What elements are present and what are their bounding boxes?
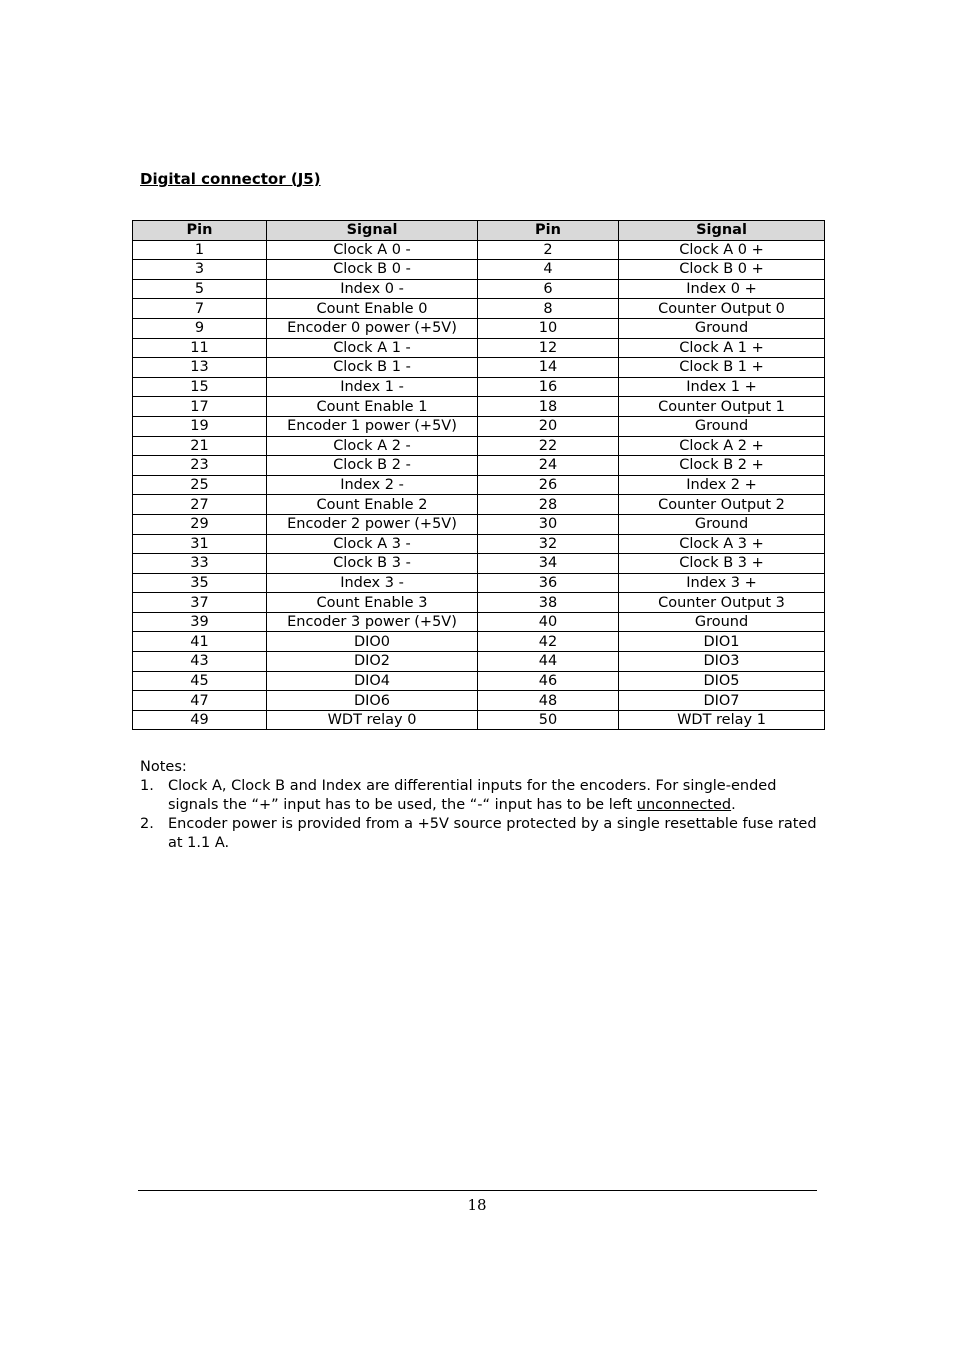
cell-signal-right: Clock B 3 + xyxy=(619,554,825,574)
cell-signal-left: DIO0 xyxy=(267,632,478,652)
cell-signal-left: DIO4 xyxy=(267,671,478,691)
table-row xyxy=(133,318,825,338)
cell-signal-right: Clock A 1 + xyxy=(619,338,825,358)
cell-pin-left: 43 xyxy=(133,652,267,672)
cell-pin-left: 49 xyxy=(133,710,267,730)
header-signal-right: Signal xyxy=(619,221,825,241)
header-pin-right: Pin xyxy=(478,221,619,241)
cell-pin-left: 11 xyxy=(133,338,267,358)
note-number: 1. xyxy=(140,778,154,794)
header-signal-left: Signal xyxy=(267,221,478,241)
cell-signal-left: Clock B 2 - xyxy=(267,456,478,476)
header-pin-left: Pin xyxy=(133,221,267,241)
cell-signal-left: Encoder 2 power (+5V) xyxy=(267,514,478,534)
cell-pin-left: 19 xyxy=(133,416,267,436)
cell-pin-right: 18 xyxy=(478,397,619,417)
notes-section xyxy=(140,758,830,853)
cell-pin-right: 26 xyxy=(478,475,619,495)
cell-pin-right: 34 xyxy=(478,554,619,574)
cell-signal-right: Index 2 + xyxy=(619,475,825,495)
cell-pin-right: 32 xyxy=(478,534,619,554)
cell-signal-left: Clock B 0 - xyxy=(267,260,478,280)
cell-signal-right: Index 0 + xyxy=(619,279,825,299)
cell-pin-left: 25 xyxy=(133,475,267,495)
cell-signal-right: Ground xyxy=(619,318,825,338)
table-row xyxy=(133,593,825,613)
cell-signal-left: Encoder 0 power (+5V) xyxy=(267,318,478,338)
table-row xyxy=(133,436,825,456)
cell-signal-left: Count Enable 1 xyxy=(267,397,478,417)
cell-pin-right: 16 xyxy=(478,377,619,397)
table-row xyxy=(133,240,825,260)
cell-pin-left: 29 xyxy=(133,514,267,534)
cell-pin-left: 35 xyxy=(133,573,267,593)
cell-signal-left: Count Enable 0 xyxy=(267,299,478,319)
table-row xyxy=(133,299,825,319)
cell-pin-left: 33 xyxy=(133,554,267,574)
cell-pin-left: 13 xyxy=(133,358,267,378)
cell-signal-left: Clock A 2 - xyxy=(267,436,478,456)
cell-pin-left: 7 xyxy=(133,299,267,319)
cell-signal-right: WDT relay 1 xyxy=(619,710,825,730)
cell-signal-right: Index 1 + xyxy=(619,377,825,397)
cell-pin-right: 22 xyxy=(478,436,619,456)
cell-pin-left: 47 xyxy=(133,691,267,711)
cell-pin-right: 24 xyxy=(478,456,619,476)
cell-signal-right: Ground xyxy=(619,416,825,436)
table-row xyxy=(133,691,825,711)
table-row xyxy=(133,652,825,672)
cell-signal-right: Counter Output 0 xyxy=(619,299,825,319)
cell-signal-left: Clock B 3 - xyxy=(267,554,478,574)
note-item xyxy=(140,777,830,815)
table-header-row xyxy=(133,221,825,241)
cell-pin-left: 5 xyxy=(133,279,267,299)
cell-pin-left: 23 xyxy=(133,456,267,476)
page-number: 18 xyxy=(467,1196,487,1214)
table-body xyxy=(133,240,825,730)
cell-signal-left: Clock A 3 - xyxy=(267,534,478,554)
cell-signal-right: Counter Output 3 xyxy=(619,593,825,613)
cell-signal-left: Count Enable 2 xyxy=(267,495,478,515)
table-row xyxy=(133,534,825,554)
table-row xyxy=(133,377,825,397)
cell-pin-left: 21 xyxy=(133,436,267,456)
cell-signal-left: Clock A 1 - xyxy=(267,338,478,358)
table-row xyxy=(133,495,825,515)
cell-signal-right: Clock B 1 + xyxy=(619,358,825,378)
table-row xyxy=(133,612,825,632)
cell-signal-right: Counter Output 1 xyxy=(619,397,825,417)
cell-pin-right: 6 xyxy=(478,279,619,299)
table-row xyxy=(133,456,825,476)
cell-pin-left: 27 xyxy=(133,495,267,515)
note-item xyxy=(140,815,830,853)
table-row xyxy=(133,514,825,534)
cell-signal-left: Clock A 0 - xyxy=(267,240,478,260)
cell-signal-left: Encoder 1 power (+5V) xyxy=(267,416,478,436)
cell-signal-right: DIO7 xyxy=(619,691,825,711)
cell-signal-left: Index 0 - xyxy=(267,279,478,299)
cell-signal-right: Counter Output 2 xyxy=(619,495,825,515)
cell-pin-right: 12 xyxy=(478,338,619,358)
table-row xyxy=(133,416,825,436)
cell-signal-right: DIO3 xyxy=(619,652,825,672)
cell-signal-right: Clock B 2 + xyxy=(619,456,825,476)
cell-signal-right: Clock A 3 + xyxy=(619,534,825,554)
note-text-end: . xyxy=(731,797,736,813)
cell-pin-right: 4 xyxy=(478,260,619,280)
cell-pin-left: 3 xyxy=(133,260,267,280)
cell-pin-right: 28 xyxy=(478,495,619,515)
cell-pin-right: 40 xyxy=(478,612,619,632)
cell-pin-left: 45 xyxy=(133,671,267,691)
table-row xyxy=(133,358,825,378)
cell-pin-right: 42 xyxy=(478,632,619,652)
notes-list xyxy=(140,777,830,853)
cell-signal-left: DIO2 xyxy=(267,652,478,672)
note-number: 2. xyxy=(140,816,154,832)
cell-signal-left: Index 2 - xyxy=(267,475,478,495)
cell-signal-right: Ground xyxy=(619,514,825,534)
cell-signal-left: Clock B 1 - xyxy=(267,358,478,378)
table-row xyxy=(133,338,825,358)
cell-signal-right: DIO1 xyxy=(619,632,825,652)
table-row xyxy=(133,260,825,280)
cell-pin-right: 2 xyxy=(478,240,619,260)
table-row xyxy=(133,573,825,593)
cell-pin-right: 36 xyxy=(478,573,619,593)
table-row xyxy=(133,632,825,652)
cell-signal-left: Index 3 - xyxy=(267,573,478,593)
cell-signal-left: Count Enable 3 xyxy=(267,593,478,613)
cell-signal-right: Ground xyxy=(619,612,825,632)
cell-pin-right: 8 xyxy=(478,299,619,319)
note-underlined-word: unconnected xyxy=(636,797,732,813)
cell-pin-right: 20 xyxy=(478,416,619,436)
cell-signal-left: WDT relay 0 xyxy=(267,710,478,730)
cell-pin-right: 48 xyxy=(478,691,619,711)
footer-divider xyxy=(138,1190,817,1191)
cell-signal-right: Clock A 0 + xyxy=(619,240,825,260)
cell-pin-right: 46 xyxy=(478,671,619,691)
cell-pin-left: 17 xyxy=(133,397,267,417)
table-row xyxy=(133,475,825,495)
table-row xyxy=(133,279,825,299)
table-row xyxy=(133,554,825,574)
cell-signal-left: Encoder 3 power (+5V) xyxy=(267,612,478,632)
table-row xyxy=(133,397,825,417)
notes-title: Notes: xyxy=(140,759,187,775)
cell-pin-left: 41 xyxy=(133,632,267,652)
cell-pin-left: 39 xyxy=(133,612,267,632)
table-row xyxy=(133,671,825,691)
cell-signal-left: Index 1 - xyxy=(267,377,478,397)
cell-signal-right: Index 3 + xyxy=(619,573,825,593)
cell-pin-right: 38 xyxy=(478,593,619,613)
cell-signal-right: Clock B 0 + xyxy=(619,260,825,280)
cell-pin-right: 50 xyxy=(478,710,619,730)
table-row xyxy=(133,710,825,730)
note-text: Clock A, Clock B and Index are differential inputs for the encoders. For single-ended signals the “+” input has to be used, the “-“ input has to be left xyxy=(168,778,777,813)
cell-pin-right: 44 xyxy=(478,652,619,672)
note-text: Encoder power is provided from a +5V source protected by a single resettable fuse rated at 1.1 A. xyxy=(168,816,817,851)
cell-signal-left: DIO6 xyxy=(267,691,478,711)
cell-pin-right: 14 xyxy=(478,358,619,378)
section-heading: Digital connector (J5) xyxy=(140,170,321,188)
cell-pin-right: 30 xyxy=(478,514,619,534)
cell-signal-right: Clock A 2 + xyxy=(619,436,825,456)
pin-table xyxy=(132,220,825,730)
cell-pin-left: 37 xyxy=(133,593,267,613)
cell-pin-left: 31 xyxy=(133,534,267,554)
cell-pin-left: 9 xyxy=(133,318,267,338)
cell-pin-left: 1 xyxy=(133,240,267,260)
cell-pin-left: 15 xyxy=(133,377,267,397)
cell-pin-right: 10 xyxy=(478,318,619,338)
cell-signal-right: DIO5 xyxy=(619,671,825,691)
